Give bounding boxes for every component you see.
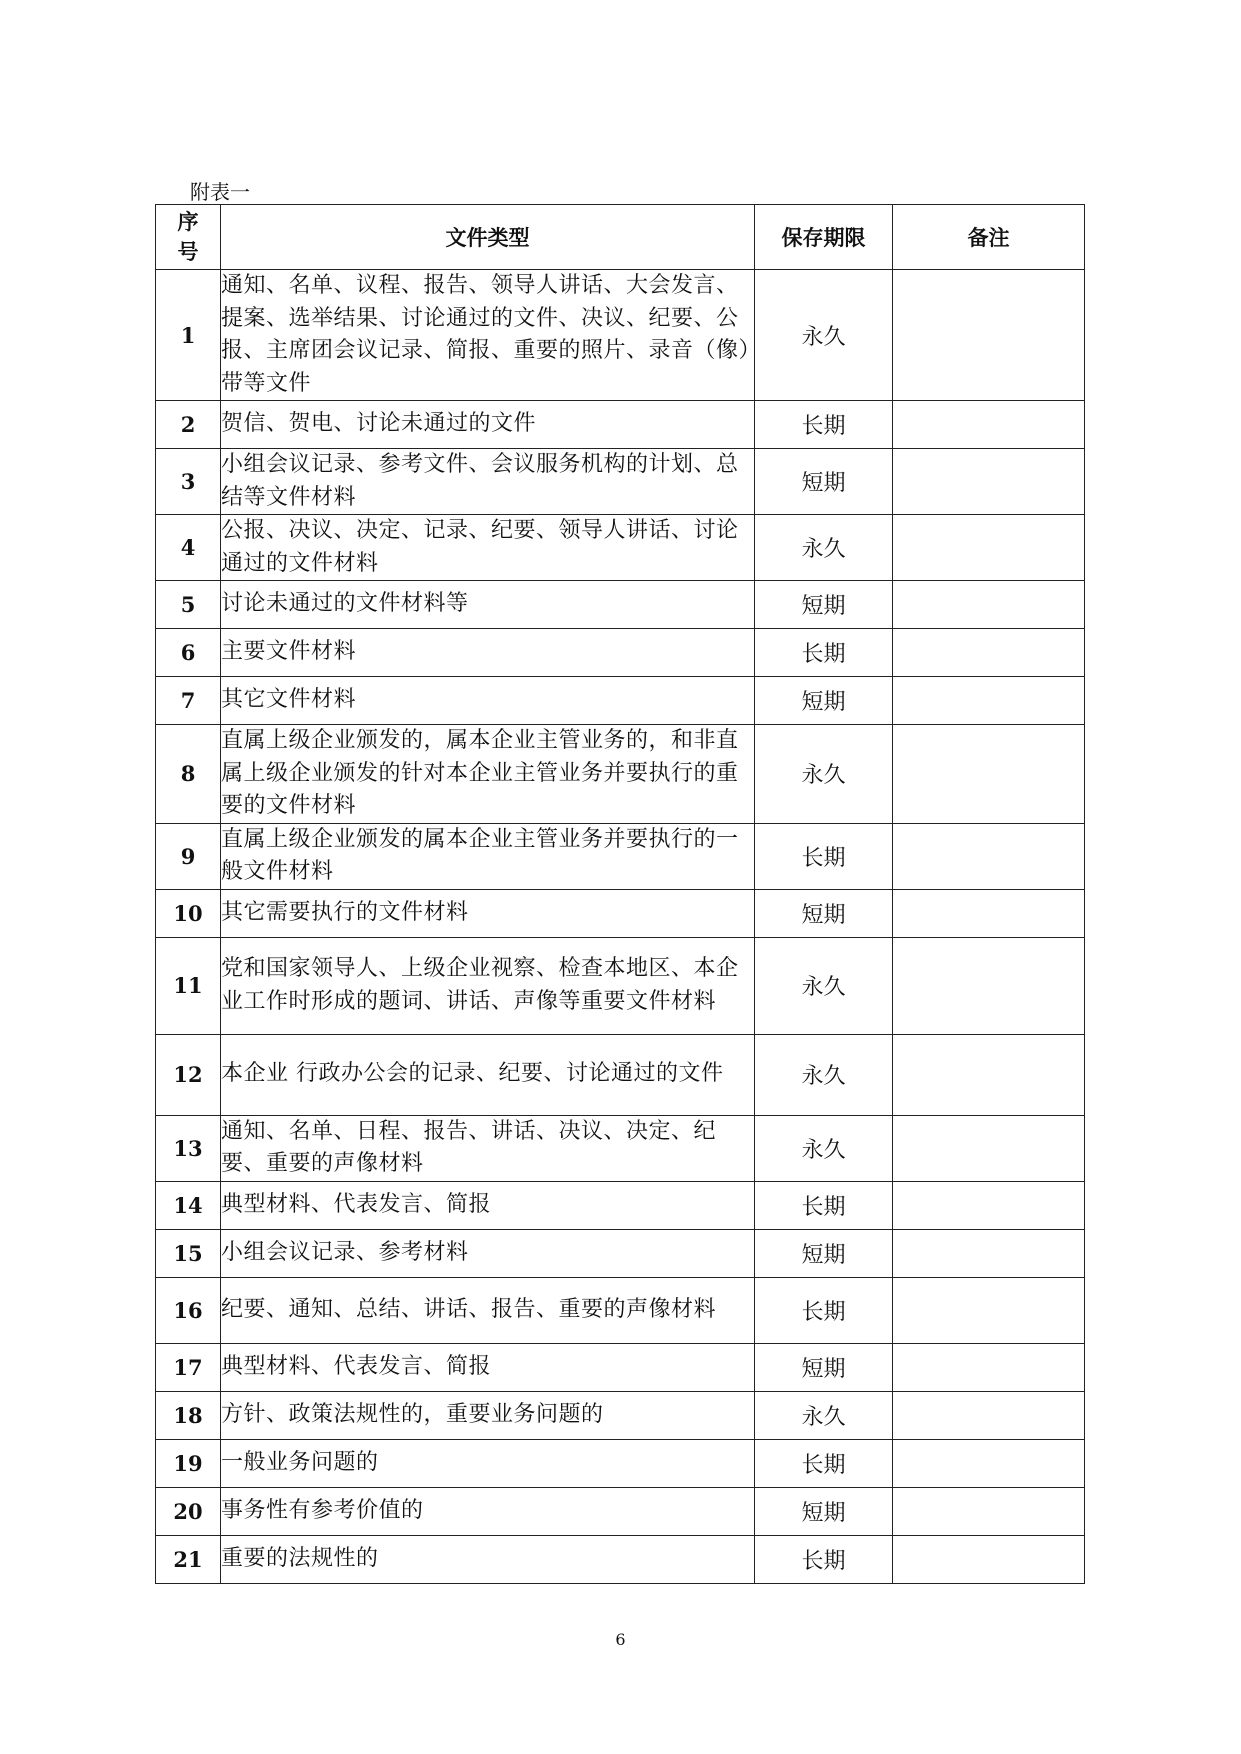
remarks-cell — [893, 449, 1085, 515]
row-number: 11 — [156, 937, 221, 1034]
retention-period-cell: 长期 — [755, 1181, 893, 1229]
row-number: 14 — [156, 1181, 221, 1229]
file-type-cell: 通知、名单、议程、报告、领导人讲话、大会发言、提案、选举结果、讨论通过的文件、决议、纪要、公报、主席团会议记录、简报、重要的照片、录音（像）带等文件 — [221, 270, 755, 401]
header-retention-period: 保存期限 — [755, 205, 893, 270]
file-type-cell: 小组会议记录、参考材料 — [221, 1229, 755, 1277]
table-row — [156, 270, 1085, 401]
remarks-cell — [893, 1391, 1085, 1439]
table-row — [156, 1034, 1085, 1115]
remarks-cell — [893, 1115, 1085, 1181]
retention-period-cell: 永久 — [755, 270, 893, 401]
row-number: 12 — [156, 1034, 221, 1115]
row-number: 15 — [156, 1229, 221, 1277]
row-number: 7 — [156, 677, 221, 725]
header-row — [156, 205, 1085, 270]
table-row — [156, 449, 1085, 515]
file-type-cell: 重要的法规性的 — [221, 1535, 755, 1583]
row-number: 2 — [156, 401, 221, 449]
retention-period-cell: 长期 — [755, 1277, 893, 1343]
table-row — [156, 677, 1085, 725]
remarks-cell — [893, 581, 1085, 629]
retention-period-cell: 短期 — [755, 1487, 893, 1535]
remarks-cell — [893, 515, 1085, 581]
file-type-cell: 通知、名单、日程、报告、讲话、决议、决定、纪要、重要的声像材料 — [221, 1115, 755, 1181]
retention-period-cell: 永久 — [755, 1034, 893, 1115]
remarks-cell — [893, 889, 1085, 937]
retention-period-cell: 短期 — [755, 677, 893, 725]
table-row — [156, 1439, 1085, 1487]
row-number: 8 — [156, 725, 221, 824]
table-row — [156, 1229, 1085, 1277]
page-number: 6 — [615, 1630, 626, 1649]
row-number: 19 — [156, 1439, 221, 1487]
row-number: 1 — [156, 270, 221, 401]
row-number: 6 — [156, 629, 221, 677]
retention-period-cell: 永久 — [755, 725, 893, 824]
file-type-cell: 讨论未通过的文件材料等 — [221, 581, 755, 629]
table-row — [156, 581, 1085, 629]
retention-period-cell: 永久 — [755, 515, 893, 581]
file-type-cell: 典型材料、代表发言、简报 — [221, 1343, 755, 1391]
table-row — [156, 515, 1085, 581]
row-number: 5 — [156, 581, 221, 629]
table-row — [156, 823, 1085, 889]
file-type-cell: 主要文件材料 — [221, 629, 755, 677]
retention-period-cell: 短期 — [755, 1229, 893, 1277]
table-row — [156, 889, 1085, 937]
table-row — [156, 1343, 1085, 1391]
file-type-cell: 纪要、通知、总结、讲话、报告、重要的声像材料 — [221, 1277, 755, 1343]
remarks-cell — [893, 823, 1085, 889]
retention-period-cell: 永久 — [755, 1115, 893, 1181]
file-type-cell: 贺信、贺电、讨论未通过的文件 — [221, 401, 755, 449]
file-type-cell: 公报、决议、决定、记录、纪要、领导人讲话、讨论通过的文件材料 — [221, 515, 755, 581]
remarks-cell — [893, 1439, 1085, 1487]
file-type-cell: 直属上级企业颁发的属本企业主管业务并要执行的一般文件材料 — [221, 823, 755, 889]
retention-period-cell: 永久 — [755, 937, 893, 1034]
remarks-cell — [893, 1535, 1085, 1583]
table-caption: 附表一 — [190, 180, 250, 204]
remarks-cell — [893, 725, 1085, 824]
remarks-cell — [893, 937, 1085, 1034]
file-type-cell: 一般业务问题的 — [221, 1439, 755, 1487]
header-file-type: 文件类型 — [221, 205, 755, 270]
retention-period-cell: 长期 — [755, 823, 893, 889]
file-type-cell: 典型材料、代表发言、简报 — [221, 1181, 755, 1229]
remarks-cell — [893, 1277, 1085, 1343]
retention-period-cell: 永久 — [755, 1391, 893, 1439]
table-row — [156, 1277, 1085, 1343]
file-type-cell: 事务性有参考价值的 — [221, 1487, 755, 1535]
retention-period-cell: 长期 — [755, 1535, 893, 1583]
table-row — [156, 1535, 1085, 1583]
row-number: 20 — [156, 1487, 221, 1535]
remarks-cell — [893, 1229, 1085, 1277]
row-number: 17 — [156, 1343, 221, 1391]
remarks-cell — [893, 677, 1085, 725]
row-number: 16 — [156, 1277, 221, 1343]
table-row — [156, 1391, 1085, 1439]
retention-period-cell: 长期 — [755, 629, 893, 677]
table-row — [156, 725, 1085, 824]
remarks-cell — [893, 629, 1085, 677]
retention-period-cell: 短期 — [755, 449, 893, 515]
table-row — [156, 1115, 1085, 1181]
header-remarks: 备注 — [893, 205, 1085, 270]
remarks-cell — [893, 1343, 1085, 1391]
file-type-cell: 其它文件材料 — [221, 677, 755, 725]
retention-period-cell: 长期 — [755, 401, 893, 449]
remarks-cell — [893, 401, 1085, 449]
row-number: 4 — [156, 515, 221, 581]
remarks-cell — [893, 1034, 1085, 1115]
table-row — [156, 401, 1085, 449]
retention-period-cell: 短期 — [755, 1343, 893, 1391]
row-number: 9 — [156, 823, 221, 889]
file-type-cell: 直属上级企业颁发的，属本企业主管业务的，和非直属上级企业颁发的针对本企业主管业务并要执行的重要的文件材料 — [221, 725, 755, 824]
retention-period-cell: 长期 — [755, 1439, 893, 1487]
retention-period-cell: 短期 — [755, 889, 893, 937]
remarks-cell — [893, 1181, 1085, 1229]
remarks-cell — [893, 1487, 1085, 1535]
file-type-cell: 方针、政策法规性的，重要业务问题的 — [221, 1391, 755, 1439]
row-number: 18 — [156, 1391, 221, 1439]
file-type-cell: 党和国家领导人、上级企业视察、检查本地区、本企业工作时形成的题词、讲话、声像等重要文件材料 — [221, 937, 755, 1034]
file-type-cell: 本企业 行政办公会的记录、纪要、讨论通过的文件 — [221, 1034, 755, 1115]
remarks-cell — [893, 270, 1085, 401]
header-seq: 序 号 — [156, 205, 221, 270]
row-number: 10 — [156, 889, 221, 937]
table-row — [156, 1487, 1085, 1535]
retention-period-table — [155, 204, 1085, 1584]
table-row — [156, 1181, 1085, 1229]
retention-period-cell: 短期 — [755, 581, 893, 629]
file-type-cell: 其它需要执行的文件材料 — [221, 889, 755, 937]
table-row — [156, 937, 1085, 1034]
file-type-cell: 小组会议记录、参考文件、会议服务机构的计划、总结等文件材料 — [221, 449, 755, 515]
table-row — [156, 629, 1085, 677]
row-number: 21 — [156, 1535, 221, 1583]
row-number: 3 — [156, 449, 221, 515]
row-number: 13 — [156, 1115, 221, 1181]
